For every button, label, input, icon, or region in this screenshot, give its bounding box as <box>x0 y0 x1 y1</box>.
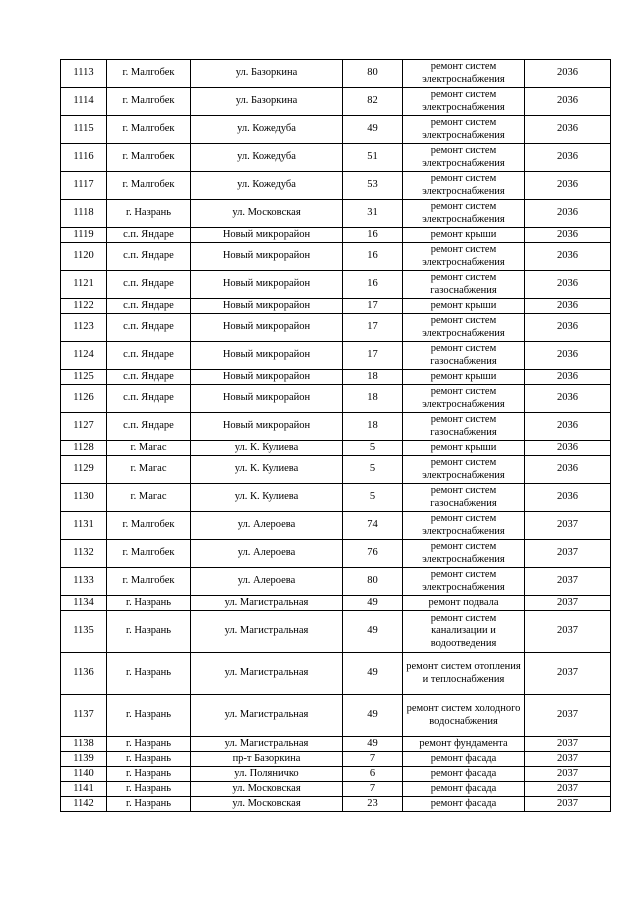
settlement-cell: г. Малгобек <box>107 116 191 144</box>
settlement-cell: с.п. Яндаре <box>107 228 191 243</box>
street-cell: ул. Московская <box>191 797 343 812</box>
work-type-cell: ремонт крыши <box>403 370 525 385</box>
settlement-cell: с.п. Яндаре <box>107 413 191 441</box>
street-cell: Новый микрорайон <box>191 243 343 271</box>
settlement-cell: г. Назрань <box>107 797 191 812</box>
house-number-cell: 16 <box>343 228 403 243</box>
settlement-cell: г. Назрань <box>107 653 191 695</box>
year-cell: 2037 <box>525 568 611 596</box>
year-cell: 2036 <box>525 413 611 441</box>
house-number-cell: 16 <box>343 271 403 299</box>
street-cell: Новый микрорайон <box>191 370 343 385</box>
row-number-cell: 1120 <box>61 243 107 271</box>
row-number-cell: 1126 <box>61 385 107 413</box>
year-cell: 2036 <box>525 200 611 228</box>
settlement-cell: г. Малгобек <box>107 144 191 172</box>
street-cell: ул. Кожедуба <box>191 172 343 200</box>
year-cell: 2037 <box>525 782 611 797</box>
street-cell: ул. К. Кулиева <box>191 456 343 484</box>
row-number-cell: 1129 <box>61 456 107 484</box>
street-cell: ул. Московская <box>191 200 343 228</box>
street-cell: ул. Алероева <box>191 540 343 568</box>
work-type-cell: ремонт систем канализации и водоотведения <box>403 611 525 653</box>
table-row <box>61 767 611 782</box>
work-type-cell: ремонт систем газоснабжения <box>403 271 525 299</box>
year-cell: 2036 <box>525 441 611 456</box>
settlement-cell: г. Малгобек <box>107 88 191 116</box>
table-row <box>61 752 611 767</box>
year-cell: 2036 <box>525 314 611 342</box>
row-number-cell: 1138 <box>61 737 107 752</box>
street-cell: ул. Магистральная <box>191 611 343 653</box>
year-cell: 2036 <box>525 385 611 413</box>
settlement-cell: с.п. Яндаре <box>107 271 191 299</box>
table-row <box>61 342 611 370</box>
row-number-cell: 1131 <box>61 512 107 540</box>
house-number-cell: 49 <box>343 737 403 752</box>
row-number-cell: 1140 <box>61 767 107 782</box>
table-row <box>61 299 611 314</box>
settlement-cell: с.п. Яндаре <box>107 370 191 385</box>
table-row <box>61 314 611 342</box>
table-row <box>61 797 611 812</box>
settlement-cell: г. Назрань <box>107 767 191 782</box>
row-number-cell: 1119 <box>61 228 107 243</box>
work-type-cell: ремонт крыши <box>403 228 525 243</box>
street-cell: ул. Алероева <box>191 568 343 596</box>
house-number-cell: 7 <box>343 752 403 767</box>
year-cell: 2036 <box>525 342 611 370</box>
work-type-cell: ремонт систем газоснабжения <box>403 484 525 512</box>
year-cell: 2036 <box>525 243 611 271</box>
house-number-cell: 53 <box>343 172 403 200</box>
year-cell: 2036 <box>525 144 611 172</box>
house-number-cell: 31 <box>343 200 403 228</box>
year-cell: 2036 <box>525 370 611 385</box>
house-number-cell: 18 <box>343 385 403 413</box>
settlement-cell: с.п. Яндаре <box>107 314 191 342</box>
house-number-cell: 82 <box>343 88 403 116</box>
work-type-cell: ремонт систем электроснабжения <box>403 144 525 172</box>
settlement-cell: с.п. Яндаре <box>107 299 191 314</box>
table-row <box>61 611 611 653</box>
row-number-cell: 1122 <box>61 299 107 314</box>
settlement-cell: г. Малгобек <box>107 172 191 200</box>
work-type-cell: ремонт крыши <box>403 441 525 456</box>
house-number-cell: 18 <box>343 370 403 385</box>
street-cell: Новый микрорайон <box>191 413 343 441</box>
house-number-cell: 80 <box>343 568 403 596</box>
street-cell: ул. Магистральная <box>191 596 343 611</box>
house-number-cell: 5 <box>343 456 403 484</box>
row-number-cell: 1113 <box>61 60 107 88</box>
row-number-cell: 1127 <box>61 413 107 441</box>
year-cell: 2036 <box>525 456 611 484</box>
table-row <box>61 512 611 540</box>
table-row <box>61 385 611 413</box>
street-cell: Новый микрорайон <box>191 271 343 299</box>
house-number-cell: 49 <box>343 653 403 695</box>
work-type-cell: ремонт систем электроснабжения <box>403 540 525 568</box>
work-type-cell: ремонт фасада <box>403 782 525 797</box>
work-type-cell: ремонт систем электроснабжения <box>403 60 525 88</box>
year-cell: 2037 <box>525 767 611 782</box>
settlement-cell: г. Малгобек <box>107 60 191 88</box>
row-number-cell: 1125 <box>61 370 107 385</box>
row-number-cell: 1133 <box>61 568 107 596</box>
table-row <box>61 540 611 568</box>
row-number-cell: 1117 <box>61 172 107 200</box>
work-type-cell: ремонт подвала <box>403 596 525 611</box>
row-number-cell: 1136 <box>61 653 107 695</box>
table-row <box>61 782 611 797</box>
year-cell: 2037 <box>525 596 611 611</box>
street-cell: Новый микрорайон <box>191 314 343 342</box>
year-cell: 2036 <box>525 271 611 299</box>
row-number-cell: 1134 <box>61 596 107 611</box>
street-cell: ул. Поляничко <box>191 767 343 782</box>
year-cell: 2036 <box>525 299 611 314</box>
work-type-cell: ремонт систем электроснабжения <box>403 200 525 228</box>
table-row <box>61 370 611 385</box>
year-cell: 2037 <box>525 695 611 737</box>
row-number-cell: 1139 <box>61 752 107 767</box>
work-type-cell: ремонт крыши <box>403 299 525 314</box>
table-row <box>61 484 611 512</box>
table-row <box>61 200 611 228</box>
settlement-cell: г. Магас <box>107 456 191 484</box>
street-cell: ул. Алероева <box>191 512 343 540</box>
settlement-cell: г. Назрань <box>107 695 191 737</box>
year-cell: 2036 <box>525 172 611 200</box>
street-cell: Новый микрорайон <box>191 228 343 243</box>
table-row <box>61 144 611 172</box>
table-row <box>61 172 611 200</box>
row-number-cell: 1118 <box>61 200 107 228</box>
house-number-cell: 17 <box>343 314 403 342</box>
street-cell: ул. Кожедуба <box>191 116 343 144</box>
house-number-cell: 7 <box>343 782 403 797</box>
row-number-cell: 1142 <box>61 797 107 812</box>
settlement-cell: с.п. Яндаре <box>107 342 191 370</box>
street-cell: ул. Московская <box>191 782 343 797</box>
settlement-cell: г. Назрань <box>107 752 191 767</box>
row-number-cell: 1135 <box>61 611 107 653</box>
year-cell: 2037 <box>525 752 611 767</box>
house-number-cell: 74 <box>343 512 403 540</box>
year-cell: 2037 <box>525 797 611 812</box>
work-type-cell: ремонт систем электроснабжения <box>403 243 525 271</box>
settlement-cell: с.п. Яндаре <box>107 243 191 271</box>
house-number-cell: 49 <box>343 695 403 737</box>
row-number-cell: 1123 <box>61 314 107 342</box>
settlement-cell: г. Назрань <box>107 596 191 611</box>
street-cell: ул. Базоркина <box>191 88 343 116</box>
table-row <box>61 413 611 441</box>
work-type-cell: ремонт систем газоснабжения <box>403 342 525 370</box>
table-row <box>61 568 611 596</box>
street-cell: Новый микрорайон <box>191 385 343 413</box>
settlement-cell: г. Назрань <box>107 782 191 797</box>
house-number-cell: 23 <box>343 797 403 812</box>
year-cell: 2037 <box>525 611 611 653</box>
work-type-cell: ремонт фундамента <box>403 737 525 752</box>
street-cell: ул. Магистральная <box>191 695 343 737</box>
house-number-cell: 49 <box>343 116 403 144</box>
house-number-cell: 80 <box>343 60 403 88</box>
row-number-cell: 1141 <box>61 782 107 797</box>
house-number-cell: 5 <box>343 441 403 456</box>
street-cell: Новый микрорайон <box>191 299 343 314</box>
table-row <box>61 271 611 299</box>
work-type-cell: ремонт фасада <box>403 767 525 782</box>
work-type-cell: ремонт систем электроснабжения <box>403 116 525 144</box>
house-number-cell: 51 <box>343 144 403 172</box>
table-row <box>61 596 611 611</box>
year-cell: 2037 <box>525 653 611 695</box>
house-number-cell: 16 <box>343 243 403 271</box>
row-number-cell: 1128 <box>61 441 107 456</box>
table-row <box>61 441 611 456</box>
year-cell: 2036 <box>525 484 611 512</box>
settlement-cell: г. Малгобек <box>107 568 191 596</box>
street-cell: ул. Магистральная <box>191 653 343 695</box>
work-type-cell: ремонт систем электроснабжения <box>403 88 525 116</box>
street-cell: Новый микрорайон <box>191 342 343 370</box>
row-number-cell: 1121 <box>61 271 107 299</box>
row-number-cell: 1132 <box>61 540 107 568</box>
street-cell: ул. Базоркина <box>191 60 343 88</box>
table-row <box>61 228 611 243</box>
table-row <box>61 695 611 737</box>
house-number-cell: 49 <box>343 596 403 611</box>
house-number-cell: 18 <box>343 413 403 441</box>
settlement-cell: г. Назрань <box>107 737 191 752</box>
settlement-cell: г. Назрань <box>107 611 191 653</box>
table-row <box>61 737 611 752</box>
settlement-cell: г. Малгобек <box>107 540 191 568</box>
table-row <box>61 243 611 271</box>
table-row <box>61 653 611 695</box>
house-number-cell: 17 <box>343 342 403 370</box>
table-row <box>61 60 611 88</box>
house-number-cell: 49 <box>343 611 403 653</box>
year-cell: 2036 <box>525 228 611 243</box>
year-cell: 2036 <box>525 60 611 88</box>
work-type-cell: ремонт систем электроснабжения <box>403 172 525 200</box>
settlement-cell: г. Магас <box>107 441 191 456</box>
work-type-cell: ремонт систем электроснабжения <box>403 512 525 540</box>
repair-schedule-table <box>60 59 611 812</box>
row-number-cell: 1115 <box>61 116 107 144</box>
work-type-cell: ремонт систем газоснабжения <box>403 413 525 441</box>
work-type-cell: ремонт систем электроснабжения <box>403 385 525 413</box>
house-number-cell: 76 <box>343 540 403 568</box>
table-row <box>61 116 611 144</box>
work-type-cell: ремонт систем отопления и теплоснабжения <box>403 653 525 695</box>
street-cell: ул. Кожедуба <box>191 144 343 172</box>
settlement-cell: г. Назрань <box>107 200 191 228</box>
year-cell: 2036 <box>525 88 611 116</box>
street-cell: ул. Магистральная <box>191 737 343 752</box>
work-type-cell: ремонт систем холодного водоснабжения <box>403 695 525 737</box>
work-type-cell: ремонт фасада <box>403 797 525 812</box>
row-number-cell: 1116 <box>61 144 107 172</box>
work-type-cell: ремонт систем электроснабжения <box>403 314 525 342</box>
year-cell: 2037 <box>525 540 611 568</box>
row-number-cell: 1130 <box>61 484 107 512</box>
house-number-cell: 17 <box>343 299 403 314</box>
row-number-cell: 1114 <box>61 88 107 116</box>
work-type-cell: ремонт систем электроснабжения <box>403 456 525 484</box>
street-cell: пр-т Базоркина <box>191 752 343 767</box>
settlement-cell: с.п. Яндаре <box>107 385 191 413</box>
table-row <box>61 88 611 116</box>
street-cell: ул. К. Кулиева <box>191 484 343 512</box>
street-cell: ул. К. Кулиева <box>191 441 343 456</box>
year-cell: 2036 <box>525 116 611 144</box>
work-type-cell: ремонт систем электроснабжения <box>403 568 525 596</box>
row-number-cell: 1137 <box>61 695 107 737</box>
house-number-cell: 6 <box>343 767 403 782</box>
year-cell: 2037 <box>525 737 611 752</box>
house-number-cell: 5 <box>343 484 403 512</box>
settlement-cell: г. Магас <box>107 484 191 512</box>
table-body <box>61 60 611 812</box>
table-row <box>61 456 611 484</box>
work-type-cell: ремонт фасада <box>403 752 525 767</box>
year-cell: 2037 <box>525 512 611 540</box>
row-number-cell: 1124 <box>61 342 107 370</box>
settlement-cell: г. Малгобек <box>107 512 191 540</box>
